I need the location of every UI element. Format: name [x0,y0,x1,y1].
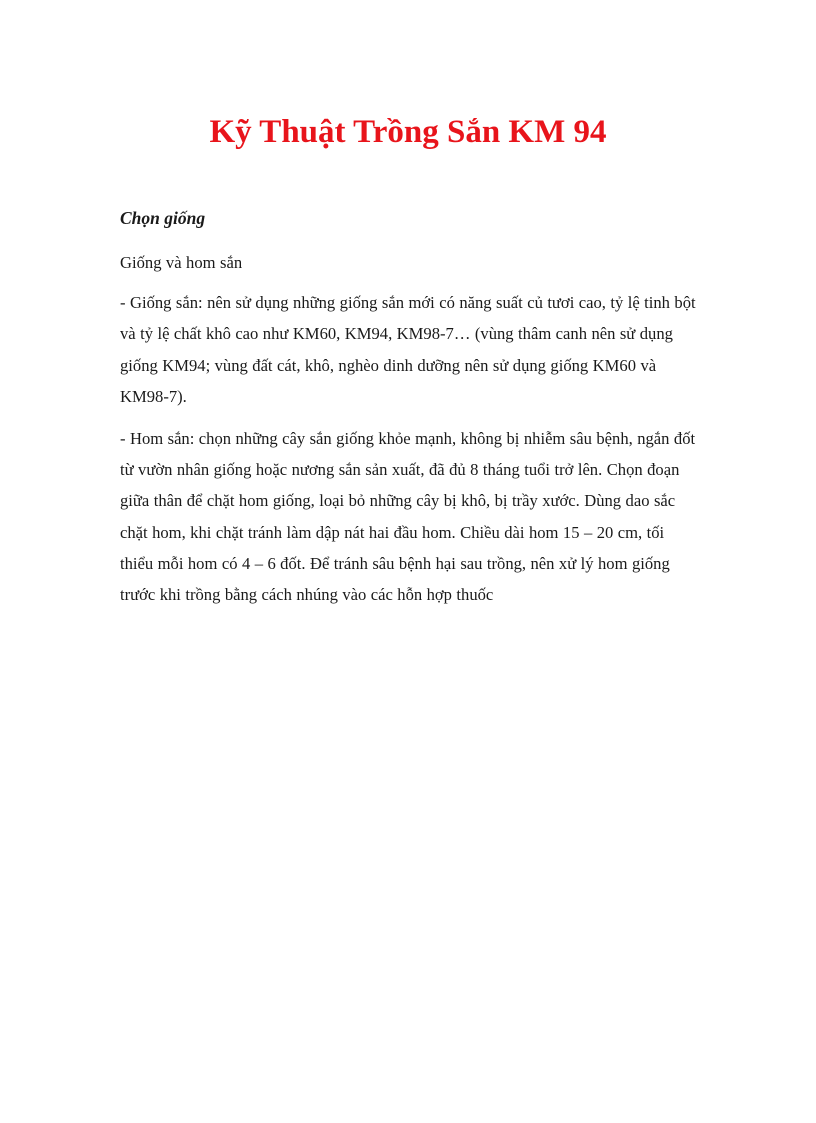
subheading: Giống và hom sắn [120,253,243,272]
paragraph-hom-san: - Hom sắn: chọn những cây sắn giống khỏe mạnh, không bị nhiễm sâu bệnh, ngắn đốt từ vườn nhân giống hoặc nương sắn sản xuất, đã đủ 8 tháng tuổi trở lên. Chọn đoạn giữa thân để chặt hom giống, loại bỏ những cây bị khô, bị trầy xước. Dùng dao sắc chặt hom, khi chặt tránh làm dập nát hai đầu hom. Chiều dài hom 15 – 20 cm, tối thiểu mỗi hom có 4 – 6 đốt. Để tránh sâu bệnh hại sau trồng, nên xử lý hom giống trước khi trồng bằng cách nhúng vào các hỗn hợp thuốc [120,429,696,605]
document-title: Kỹ Thuật Trồng Sắn KM 94 [209,114,607,150]
section-heading: Chọn giống [120,208,206,228]
paragraph-giong-san: - Giống sắn: nên sử dụng những giống sắn mới có năng suất củ tươi cao, tỷ lệ tinh bột và tỷ lệ chất khô cao như KM60, KM94, KM98-7… (vùng thâm canh nên sử dụng giống KM94; vùng đất cát, khô, nghèo dinh dưỡng nên sử dụng giống KM60 và KM98-7). [120,293,696,406]
document-body [120,203,700,621]
